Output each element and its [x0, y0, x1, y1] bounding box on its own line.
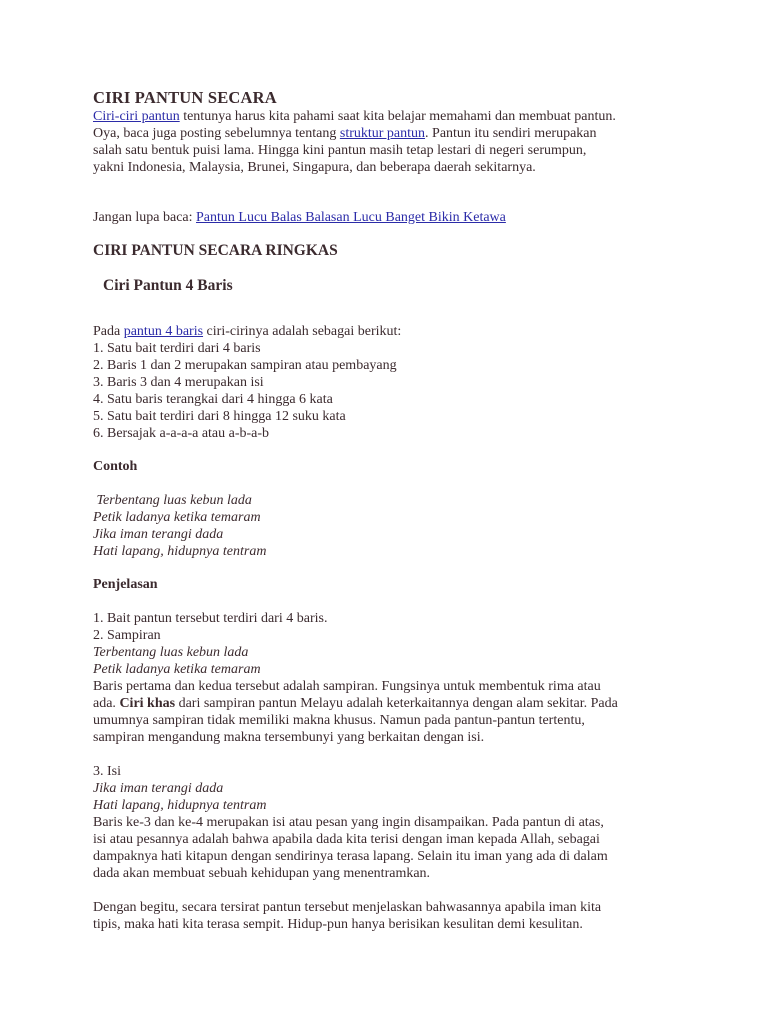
ciri-khas-bold: Ciri khas	[119, 696, 176, 711]
point-2: 2. Sampiran	[93, 628, 161, 643]
example-heading: Contoh	[93, 459, 138, 474]
link-ciri-ciri-pantun[interactable]: Ciri-ciri pantun	[93, 109, 180, 124]
link-pantun-4-baris[interactable]: pantun 4 baris	[123, 324, 204, 339]
conclusion-line: tipis, maka hati kita terasa sempit. Hidup-pun hanya berisikan kesulitan demi kesulitan.	[93, 917, 583, 932]
explanation-heading: Penjelasan	[93, 577, 158, 592]
features-list	[93, 340, 693, 442]
conclusion-line: Dengan begitu, secara tersirat pantun tersebut menjelaskan bahwasannya apabila iman kita	[93, 900, 602, 915]
poem-line: Jika iman terangi dada	[93, 527, 224, 542]
example-poem	[93, 492, 693, 560]
link-pantun-lucu[interactable]: Pantun Lucu Balas Balasan Lucu Banget Bikin Ketawa	[196, 210, 506, 225]
list-item: 3. Baris 3 dan 4 merupakan isi	[93, 375, 264, 390]
section-title: CIRI PANTUN SECARA RINGKAS	[93, 242, 338, 259]
list-item: 6. Bersajak a-a-a-a atau a-b-a-b	[93, 426, 270, 441]
list-item: 2. Baris 1 dan 2 merupakan sampiran atau pembayang	[93, 358, 397, 373]
sampiran-line: Terbentang luas kebun lada	[93, 645, 249, 660]
subsection-title: Ciri Pantun 4 Baris	[103, 277, 233, 294]
intro-paragraph: Ciri-ciri pantun tentunya harus kita pahami saat kita belajar memahami dan membuat pantun. Oya, baca juga posting sebelumnya tentang struktur pantun. Pantun itu sendiri merupakan salah satu bentuk puisi lama. Hingga kini pantun masih tetap lestari di negeri serumpun, yakni Indonesia, Malaysia, Brunei, Singapura, dan beberapa daerah sekitarnya.	[93, 109, 616, 175]
sampiran-line: Petik ladanya ketika temaram	[93, 662, 261, 677]
features-lead: Pada pantun 4 baris ciri-cirinya adalah sebagai berikut:	[93, 324, 402, 339]
explanation-body: 1. Bait pantun tersebut terdiri dari 4 baris. 2. Sampiran Terbentang luas kebun lada Petik ladanya ketika temaram Baris pertama dan kedua tersebut adalah sampiran. Fungsinya untuk membentuk rima atau ada. Ciri khas dari sampiran pantun Melayu adalah keterkaitannya dengan alam sekitar. Pada umumnya sampiran tidak memiliki makna khusus. Namun pada pantun-pantun tertentu, sampiran mengandung makna tersembunyi yang berkaitan dengan isi. 3. Isi Jika iman terangi dada Hati lapang, hidupnya tentram Baris ke-3 dan ke-4 merupakan isi atau pesan yang ingin disampaikan. Pada pantun di atas, isi atau pesannya adalah bahwa apabila dada kita terisi dengan iman kepada Allah, sebagai dampaknya hati kitapun dengan sendirinya terasa lapang. Selain itu iman yang ada di dalam dada akan membuat sebuah kehidupan yang menentramkan. Dengan begitu, secara tersirat pantun tersebut menjelaskan bahwasannya apabila iman kita tipis, maka hati kita terasa sempit. Hidup-pun hanya berisikan kesulitan demi kesulitan.	[93, 610, 693, 933]
document-page	[93, 88, 693, 933]
list-item: 1. Satu bait terdiri dari 4 baris	[93, 341, 261, 356]
isi-line: Jika iman terangi dada	[93, 781, 224, 796]
link-struktur-pantun[interactable]: struktur pantun	[339, 126, 426, 141]
list-item: 4. Satu baris terangkai dari 4 hingga 6 kata	[93, 392, 333, 407]
read-also: Jangan lupa baca: Pantun Lucu Balas Balasan Lucu Banget Bikin Ketawa	[93, 210, 506, 225]
isi-line: Hati lapang, hidupnya tentram	[93, 798, 267, 813]
point-3: 3. Isi	[93, 764, 121, 779]
point-1: 1. Bait pantun tersebut terdiri dari 4 baris.	[93, 611, 328, 626]
poem-line: Terbentang luas kebun lada	[93, 493, 252, 508]
poem-line: Petik ladanya ketika temaram	[93, 510, 261, 525]
poem-line: Hati lapang, hidupnya tentram	[93, 544, 267, 559]
list-item: 5. Satu bait terdiri dari 8 hingga 12 suku kata	[93, 409, 346, 424]
page-title: CIRI PANTUN SECARA	[93, 88, 277, 107]
